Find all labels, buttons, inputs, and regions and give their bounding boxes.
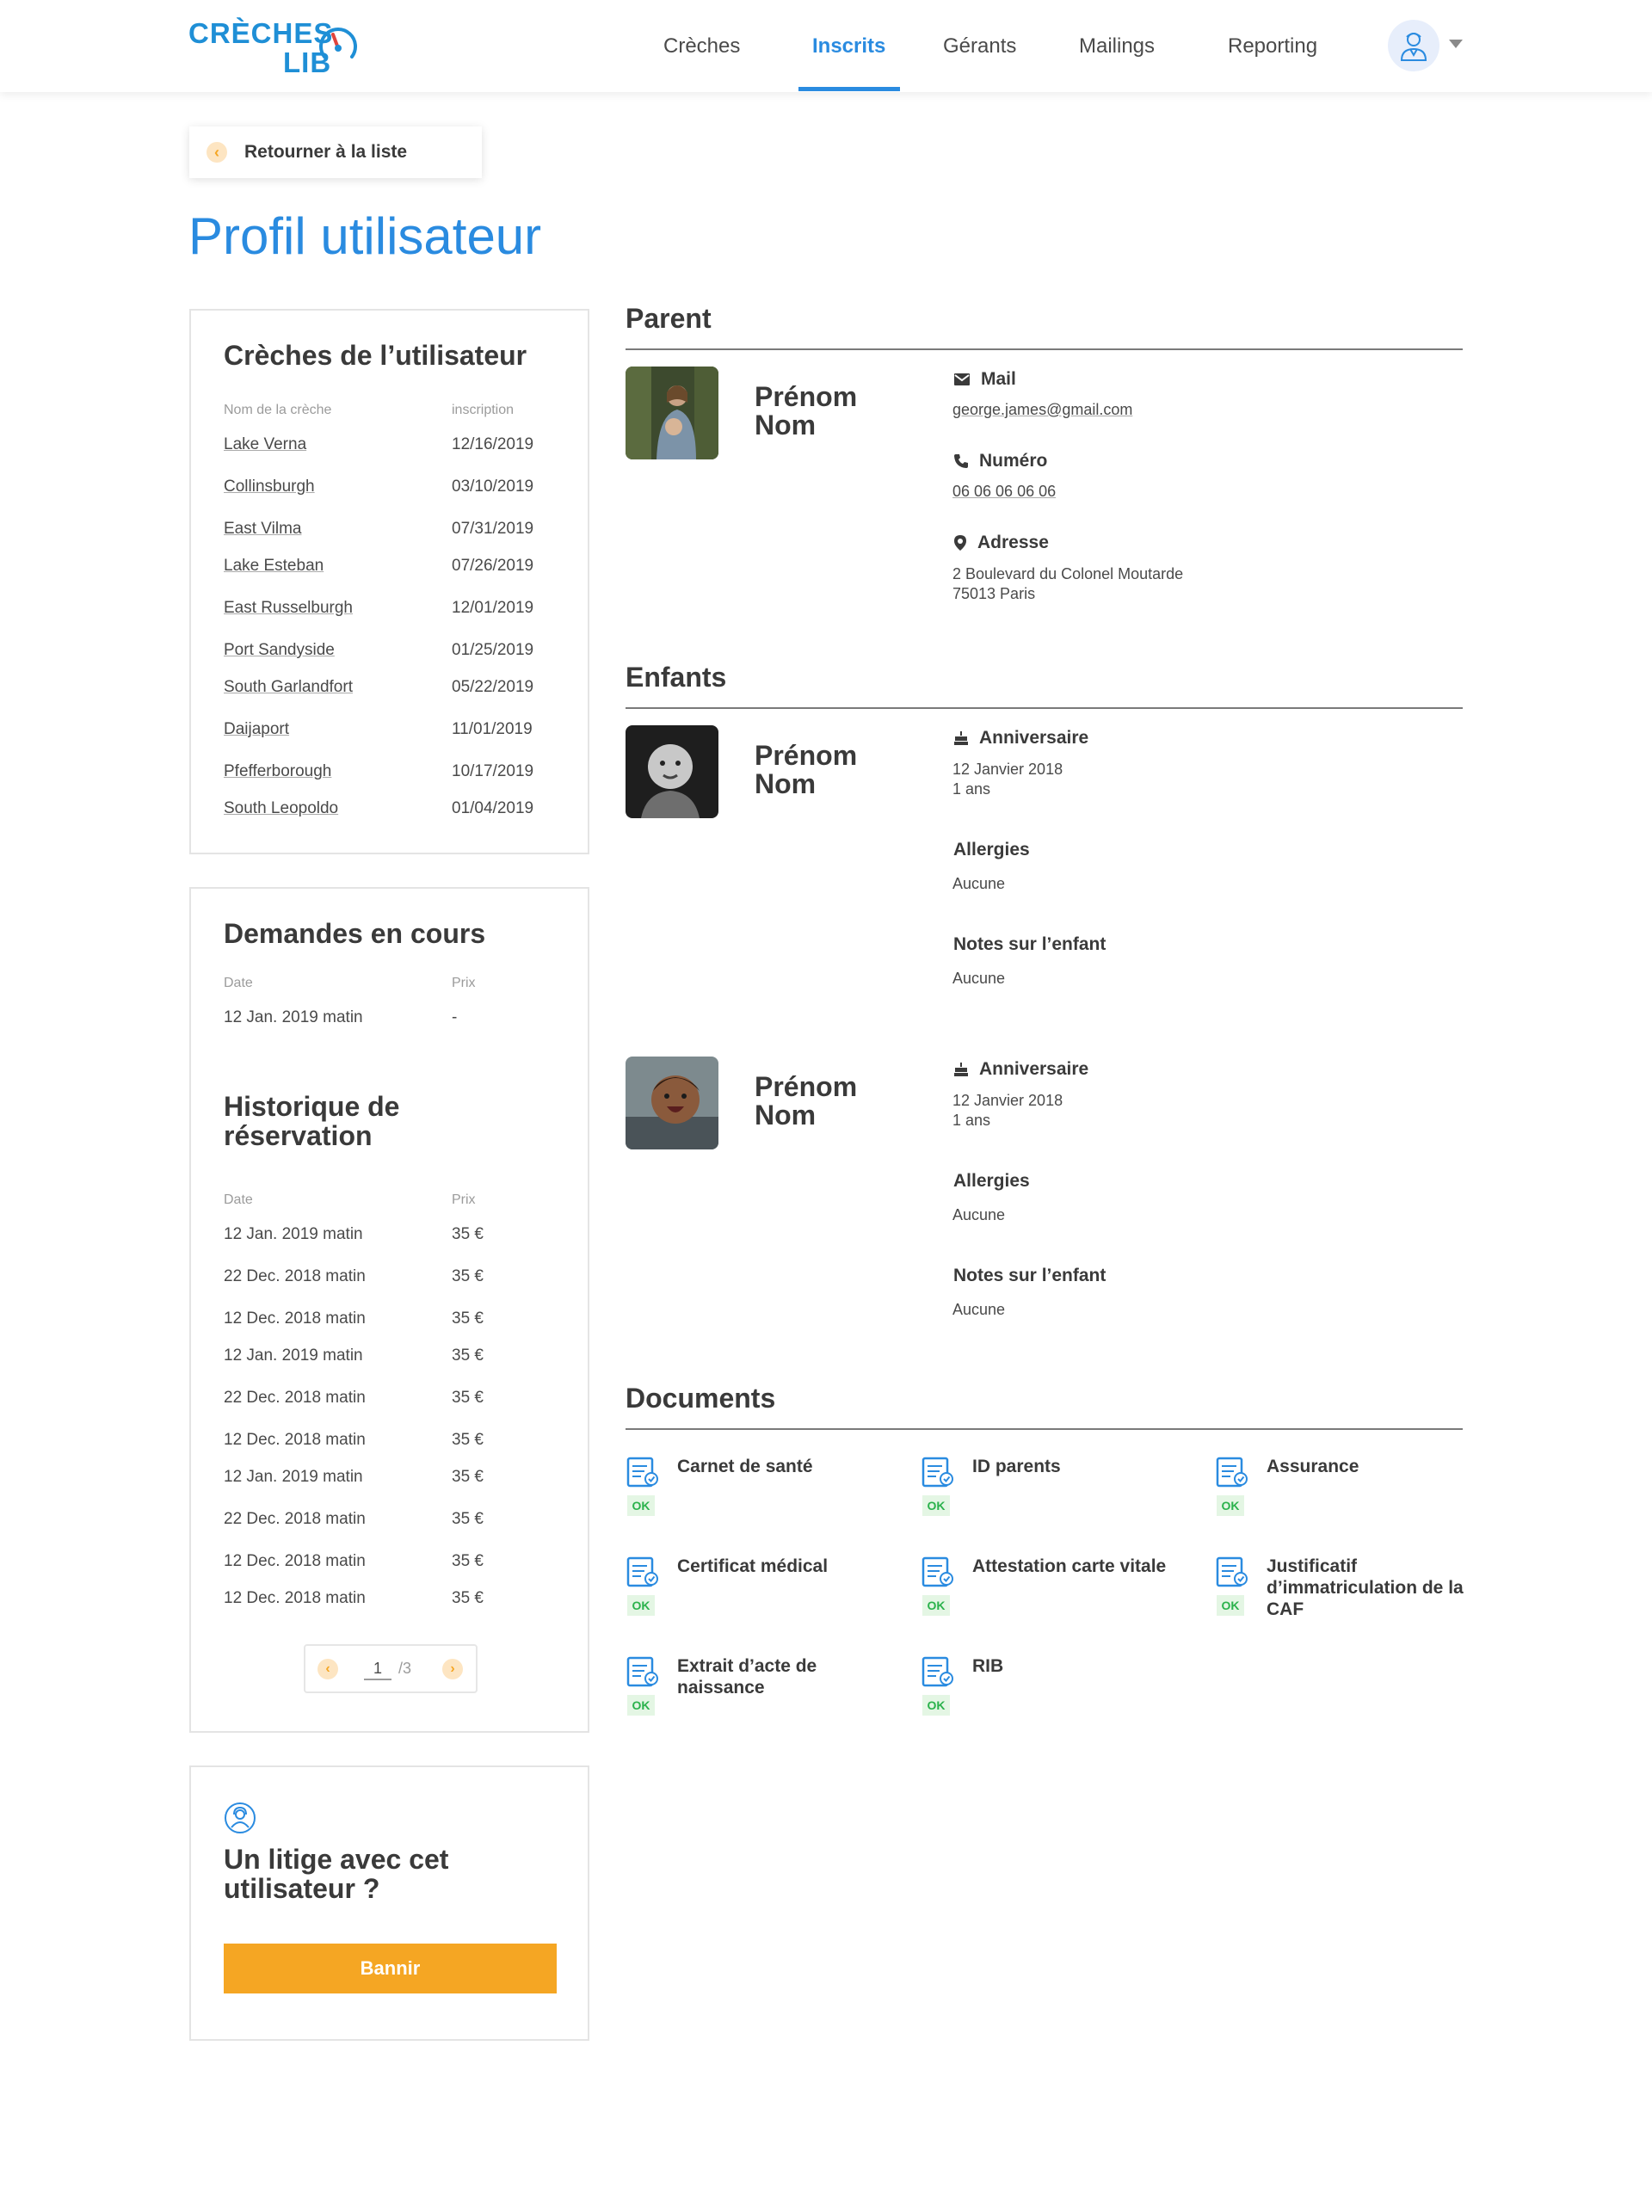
creche-link[interactable]: East Vilma <box>224 520 302 538</box>
history-price: 35 € <box>452 1267 484 1285</box>
birthday-cake-icon <box>953 1062 969 1077</box>
address-label <box>953 533 1049 553</box>
creche-link[interactable]: Port Sandyside <box>224 641 335 659</box>
phone-label <box>953 451 1047 471</box>
nav-item-creches[interactable]: Crèches <box>663 34 741 58</box>
back-button-label: Retourner à la liste <box>244 142 408 162</box>
creche-link[interactable]: Collinsburgh <box>224 478 315 496</box>
history-price: 35 € <box>452 1389 484 1407</box>
parent-photo <box>626 367 718 459</box>
birthday-label-text: Anniversaire <box>979 1059 1089 1079</box>
nav-item-inscrits[interactable]: Inscrits <box>812 34 886 58</box>
child-birthday: 12 Janvier 2018 <box>952 1092 1063 1109</box>
request-date: 12 Jan. 2019 matin <box>224 1008 363 1026</box>
parent-first-name: Prénom <box>755 381 858 412</box>
history-price: 35 € <box>452 1309 484 1328</box>
document-status-badge: OK <box>922 1595 950 1616</box>
mail-label-text: Mail <box>981 369 1016 389</box>
page-total: /3 <box>398 1660 412 1677</box>
document-status-badge: OK <box>922 1495 950 1516</box>
child-birthday: 12 Janvier 2018 <box>952 761 1063 778</box>
inscription-date: 05/22/2019 <box>452 678 534 696</box>
logo-text-line2: LIB <box>283 46 332 78</box>
creche-link[interactable]: Pfefferborough <box>224 762 332 780</box>
document-label: RIB <box>972 1656 1004 1676</box>
creche-link[interactable]: Lake Esteban <box>224 557 324 575</box>
history-date: 12 Dec. 2018 matin <box>224 1589 366 1607</box>
document-item[interactable] <box>626 1655 901 1733</box>
history-date: 12 Dec. 2018 matin <box>224 1431 366 1449</box>
parent-last-name: Nom <box>755 410 817 441</box>
birthday-label <box>953 728 1088 749</box>
creche-link[interactable]: South Garlandfort <box>224 678 353 696</box>
certified-document-icon <box>1215 1556 1249 1590</box>
history-date: 22 Dec. 2018 matin <box>224 1267 366 1285</box>
document-status-badge: OK <box>627 1595 655 1616</box>
address-line-2: 75013 Paris <box>952 585 1036 602</box>
history-date: 12 Dec. 2018 matin <box>224 1309 366 1328</box>
brand-logo[interactable] <box>188 17 361 77</box>
section-divider <box>626 707 1463 709</box>
inscription-date: 07/31/2019 <box>452 520 534 538</box>
next-page-button[interactable]: › <box>442 1659 463 1679</box>
document-item[interactable] <box>921 1655 1196 1733</box>
document-status-badge: OK <box>627 1495 655 1516</box>
birthday-cake-icon <box>953 730 969 746</box>
documents-section-title: Documents <box>626 1383 776 1414</box>
document-status-badge: OK <box>1217 1495 1244 1516</box>
creche-name-column-header: Nom de la crèche <box>224 403 332 417</box>
inscription-date: 10/17/2019 <box>452 762 534 780</box>
inscription-column-header: inscription <box>452 403 515 417</box>
history-price: 35 € <box>452 1510 484 1528</box>
child-first-name: Prénom <box>755 1071 858 1102</box>
document-item[interactable] <box>626 1556 901 1633</box>
document-item[interactable] <box>921 1456 1196 1533</box>
history-date: 22 Dec. 2018 matin <box>224 1510 366 1528</box>
document-label: Extrait d’acte de naissance <box>677 1656 817 1698</box>
document-label: Attestation carte vitale <box>972 1556 1167 1576</box>
history-date: 12 Jan. 2019 matin <box>224 1346 363 1365</box>
allergies-label: Allergies <box>953 1171 1030 1191</box>
child-last-name: Nom <box>755 1100 817 1131</box>
inscription-date: 11/01/2019 <box>452 720 533 738</box>
child-allergies: Aucune <box>952 875 1006 892</box>
ban-user-button[interactable]: Bannir <box>224 1944 557 1993</box>
back-to-list-button[interactable] <box>189 126 482 178</box>
date-column-header: Date <box>224 976 253 990</box>
creche-link[interactable]: Lake Verna <box>224 435 307 453</box>
pending-requests-title: Demandes en cours <box>224 918 486 949</box>
inscription-date: 07/26/2019 <box>452 557 534 575</box>
history-price: 35 € <box>452 1589 484 1607</box>
document-status-badge: OK <box>1217 1595 1244 1616</box>
children-section-title: Enfants <box>626 662 727 693</box>
inscription-date: 12/16/2019 <box>452 435 534 453</box>
child-photo <box>626 1057 718 1149</box>
child-notes: Aucune <box>952 970 1006 987</box>
active-tab-indicator <box>798 87 900 91</box>
document-status-badge: OK <box>627 1695 655 1716</box>
creche-link[interactable]: Daijaport <box>224 720 290 738</box>
creche-link[interactable]: East Russelburgh <box>224 599 353 617</box>
child-notes: Aucune <box>952 1301 1006 1318</box>
nav-item-reporting[interactable]: Reporting <box>1228 34 1318 58</box>
page-number-input[interactable] <box>364 1658 391 1680</box>
document-label: Certificat médical <box>677 1556 829 1576</box>
phone-label-text: Numéro <box>979 451 1048 471</box>
creches-card-title: Crèches de l’utilisateur <box>224 340 527 371</box>
nav-item-gerants[interactable]: Gérants <box>943 34 1017 58</box>
envelope-icon <box>953 373 971 386</box>
mail-label <box>953 369 1016 390</box>
child-allergies: Aucune <box>952 1206 1006 1223</box>
child-last-name: Nom <box>755 768 817 799</box>
top-header <box>0 0 1652 92</box>
history-pagination <box>304 1644 478 1693</box>
dispute-card <box>189 1765 589 2041</box>
document-status-badge: OK <box>922 1695 950 1716</box>
parent-section-title: Parent <box>626 303 712 334</box>
reservations-card <box>189 887 589 1733</box>
address-label-text: Adresse <box>977 533 1049 552</box>
page-title: Profil utilisateur <box>188 207 542 265</box>
inscription-date: 03/10/2019 <box>452 478 534 496</box>
child-notes-label: Notes sur l’enfant <box>953 934 1106 954</box>
inscription-date: 01/25/2019 <box>452 641 534 659</box>
allergies-label: Allergies <box>953 840 1030 860</box>
document-item[interactable] <box>626 1456 901 1533</box>
history-price: 35 € <box>452 1468 484 1486</box>
speedometer-icon <box>316 22 361 67</box>
booking-history-title: Historique de réservation <box>224 1091 400 1151</box>
child-age: 1 ans <box>952 1112 991 1129</box>
history-price: 35 € <box>452 1552 484 1570</box>
child-age: 1 ans <box>952 780 991 798</box>
document-label: Carnet de santé <box>677 1457 813 1476</box>
request-price: - <box>452 1008 458 1026</box>
phone-icon <box>953 453 969 469</box>
history-price: 35 € <box>452 1225 484 1243</box>
history-date: 12 Jan. 2019 matin <box>224 1225 363 1243</box>
parent-phone-link[interactable]: 06 06 06 06 06 <box>952 483 1057 500</box>
history-date: 12 Jan. 2019 matin <box>224 1468 363 1486</box>
birthday-label-text: Anniversaire <box>979 728 1089 748</box>
parent-email-link[interactable]: george.james@gmail.com <box>952 401 1133 418</box>
certified-document-icon <box>626 1456 660 1490</box>
section-divider <box>626 348 1463 350</box>
history-date: 12 Dec. 2018 matin <box>224 1552 366 1570</box>
child-first-name: Prénom <box>755 740 858 771</box>
logo-text-line1: CRÈCHES <box>188 17 334 49</box>
document-label: Justificatif d’immatriculation de la CAF <box>1267 1556 1464 1619</box>
history-price: 35 € <box>452 1346 484 1365</box>
birthday-label <box>953 1059 1088 1080</box>
certified-document-icon <box>921 1655 955 1690</box>
certified-document-icon <box>921 1456 955 1490</box>
history-date: 22 Dec. 2018 matin <box>224 1389 366 1407</box>
certified-document-icon <box>921 1556 955 1590</box>
user-avatar-icon[interactable] <box>1388 20 1439 71</box>
document-label: Assurance <box>1267 1457 1359 1476</box>
inscription-date: 01/04/2019 <box>452 799 534 817</box>
history-price-column-header: Prix <box>452 1192 476 1207</box>
document-item[interactable] <box>1215 1556 1490 1633</box>
certified-document-icon <box>626 1655 660 1690</box>
map-pin-icon <box>953 534 967 551</box>
nav-item-mailings[interactable]: Mailings <box>1079 34 1156 58</box>
inscription-date: 12/01/2019 <box>452 599 534 617</box>
history-price: 35 € <box>452 1431 484 1449</box>
address-line-1: 2 Boulevard du Colonel Moutarde <box>952 565 1184 582</box>
document-item[interactable] <box>921 1556 1196 1633</box>
child-notes-label: Notes sur l’enfant <box>953 1266 1106 1285</box>
prev-page-button[interactable]: ‹ <box>317 1659 338 1679</box>
dispute-title: Un litige avec cet utilisateur ? <box>224 1844 449 1904</box>
caret-down-icon[interactable] <box>1449 40 1463 48</box>
chevron-left-icon: ‹ <box>206 142 227 163</box>
support-agent-icon <box>224 1802 256 1834</box>
history-date-column-header: Date <box>224 1192 253 1207</box>
creches-card <box>189 309 589 854</box>
creche-link[interactable]: South Leopoldo <box>224 799 339 817</box>
certified-document-icon <box>626 1556 660 1590</box>
document-item[interactable] <box>1215 1456 1490 1533</box>
price-column-header: Prix <box>452 976 476 990</box>
document-label: ID parents <box>972 1457 1061 1476</box>
section-divider <box>626 1428 1463 1430</box>
certified-document-icon <box>1215 1456 1249 1490</box>
child-photo <box>626 725 718 818</box>
